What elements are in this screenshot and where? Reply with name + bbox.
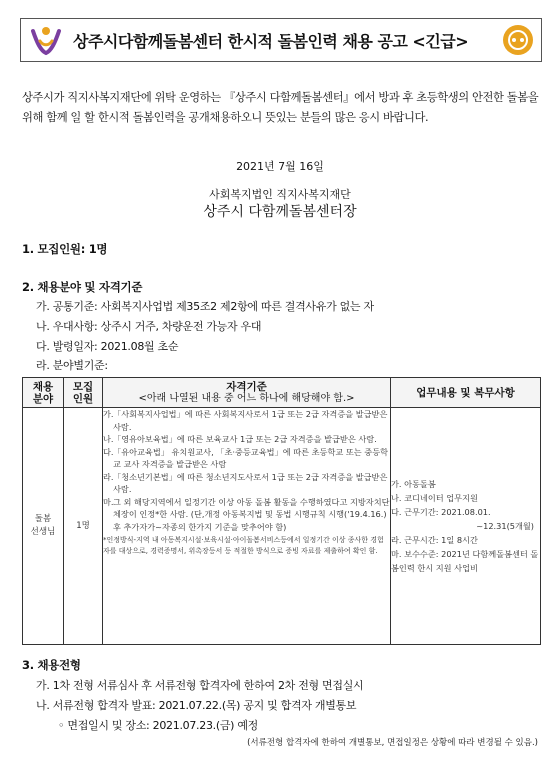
header-criteria: 자격기준 <아래 나열된 내용 중 어느 하나에 해당해야 함.> [103,378,391,408]
intro-paragraph: 상주시가 직지사복지재단에 위탁 운영하는 『상주시 다함께돌봄센터』에서 방과 후 초등학생의 안전한 돌봄을 위해 함께 일 할 한시적 돌봄인력을 공개채용하오니 뜻있는 분들의 많은 응시 바랍니다. [22,91,539,124]
notice-title: 상주시다함께돌봄센터 한시적 돌봄인력 채용 공고 <긴급> [73,32,469,51]
notice-date: 2021년 7월 16일 [236,160,324,173]
criteria-item: 가. 「사회복지사업법」에 따른 사회복지사로서 1급 또는 2급 자격증을 발급받은 사람. [103,409,388,432]
selection-item: 가. 1차 전형 서류심사 후 서류전형 합격자에 한하여 2차 전형 면접실시 [36,679,364,692]
criteria-item: 나. 「영유아보육법」에 따른 보육교사 1급 또는 2급 자격증을 발급받은 사람. [103,434,377,444]
header-field: 채용 분야 [23,378,64,408]
count-cell: 1명 [64,408,103,645]
qualification-table [22,377,541,645]
qualification-item: 나. 우대사항: 상주시 거주, 차량운전 가능자 우대 [36,320,262,333]
center-logo-icon [29,23,63,57]
selection-item: ◦ 면접일시 및 장소: 2021.07.23.(금) 예정 [58,719,258,732]
section-headcount: 1. 모집인원: 1명 [22,242,108,256]
notice-header [20,18,542,62]
criteria-cell [103,408,391,645]
duty-item: 마. 보수수준: 2021년 다함께돌봄센터 돌봄인력 한시 지원 사업비 [391,549,539,573]
header-duty: 업무내용 및 복무사항 [391,378,541,408]
qualification-item: 라. 분야별기준: [36,359,108,372]
org-name: 사회복지법인 직지사복지재단 [209,188,351,201]
duty-item: 가. 아동돌봄 [391,479,436,489]
section-qualifications-title: 2. 채용분야 및 자격기준 [22,280,143,294]
duty-cell [391,408,541,645]
qualification-item: 다. 발령일자: 2021.08월 초순 [36,340,179,353]
duty-item: 다. 근무기간: 2021.08.01. [391,507,491,517]
field-cell: 돌봄 선생님 [23,408,64,645]
header-count: 모집 인원 [64,378,103,408]
selection-note: (서류전형 합격자에 한하여 개별통보, 면접일정은 상황에 따라 변경될 수 있음.) [247,738,538,748]
sangju-city-emblem-icon [503,25,533,55]
center-head: 상주시 다함께돌봄센터장 [203,204,357,220]
criteria-item: 마. 그 외 해당지역에서 일정기간 이상 아동 돌봄 활동을 수행하였다고 지방자치단체장이 인정*한 사람. (단,개정 아동복지법 및 동법 시행규칙 시행('19.4.16.)후 추가자가~자종의 한가지 기준을 맞추어야 함) [103,496,390,532]
criteria-item: 다. 「유아교육법」 유치원교사, 「초·중등교육법」에 따른 초등학교 또는 중등학교 교사 자격증을 발급받은 사람 [103,446,389,469]
duty-item: 나. 코디네이터 업무지원 [391,493,478,503]
criteria-item: 라. 「청소년기본법」에 따른 청소년지도사로서 1급 또는 2급 자격증을 발급받은 사람. [103,471,388,494]
duty-item: 라. 근무시간: 1일 8시간 [391,535,478,545]
qualification-item: 가. 공통기준: 사회복지사업법 제35조2 제2항에 따른 결격사유가 없는 자 [36,300,374,313]
duty-item: ~12.31(5개월) [476,521,534,531]
selection-item: 나. 서류전형 합격자 발표: 2021.07.22.(목) 공지 및 합격자 개별통보 [36,699,357,712]
section-selection-title: 3. 채용전형 [22,658,81,672]
criteria-note: *인정방식-지역 내 아동복지시설·보육시설·아이돌봄서비스등에서 일정기간 이상 종사한 경험자를 대상으로, 경력증명서, 위촉장등서 등 적절한 방식으로 증빙 자료를 제출하여 확인 함. [103,536,384,555]
